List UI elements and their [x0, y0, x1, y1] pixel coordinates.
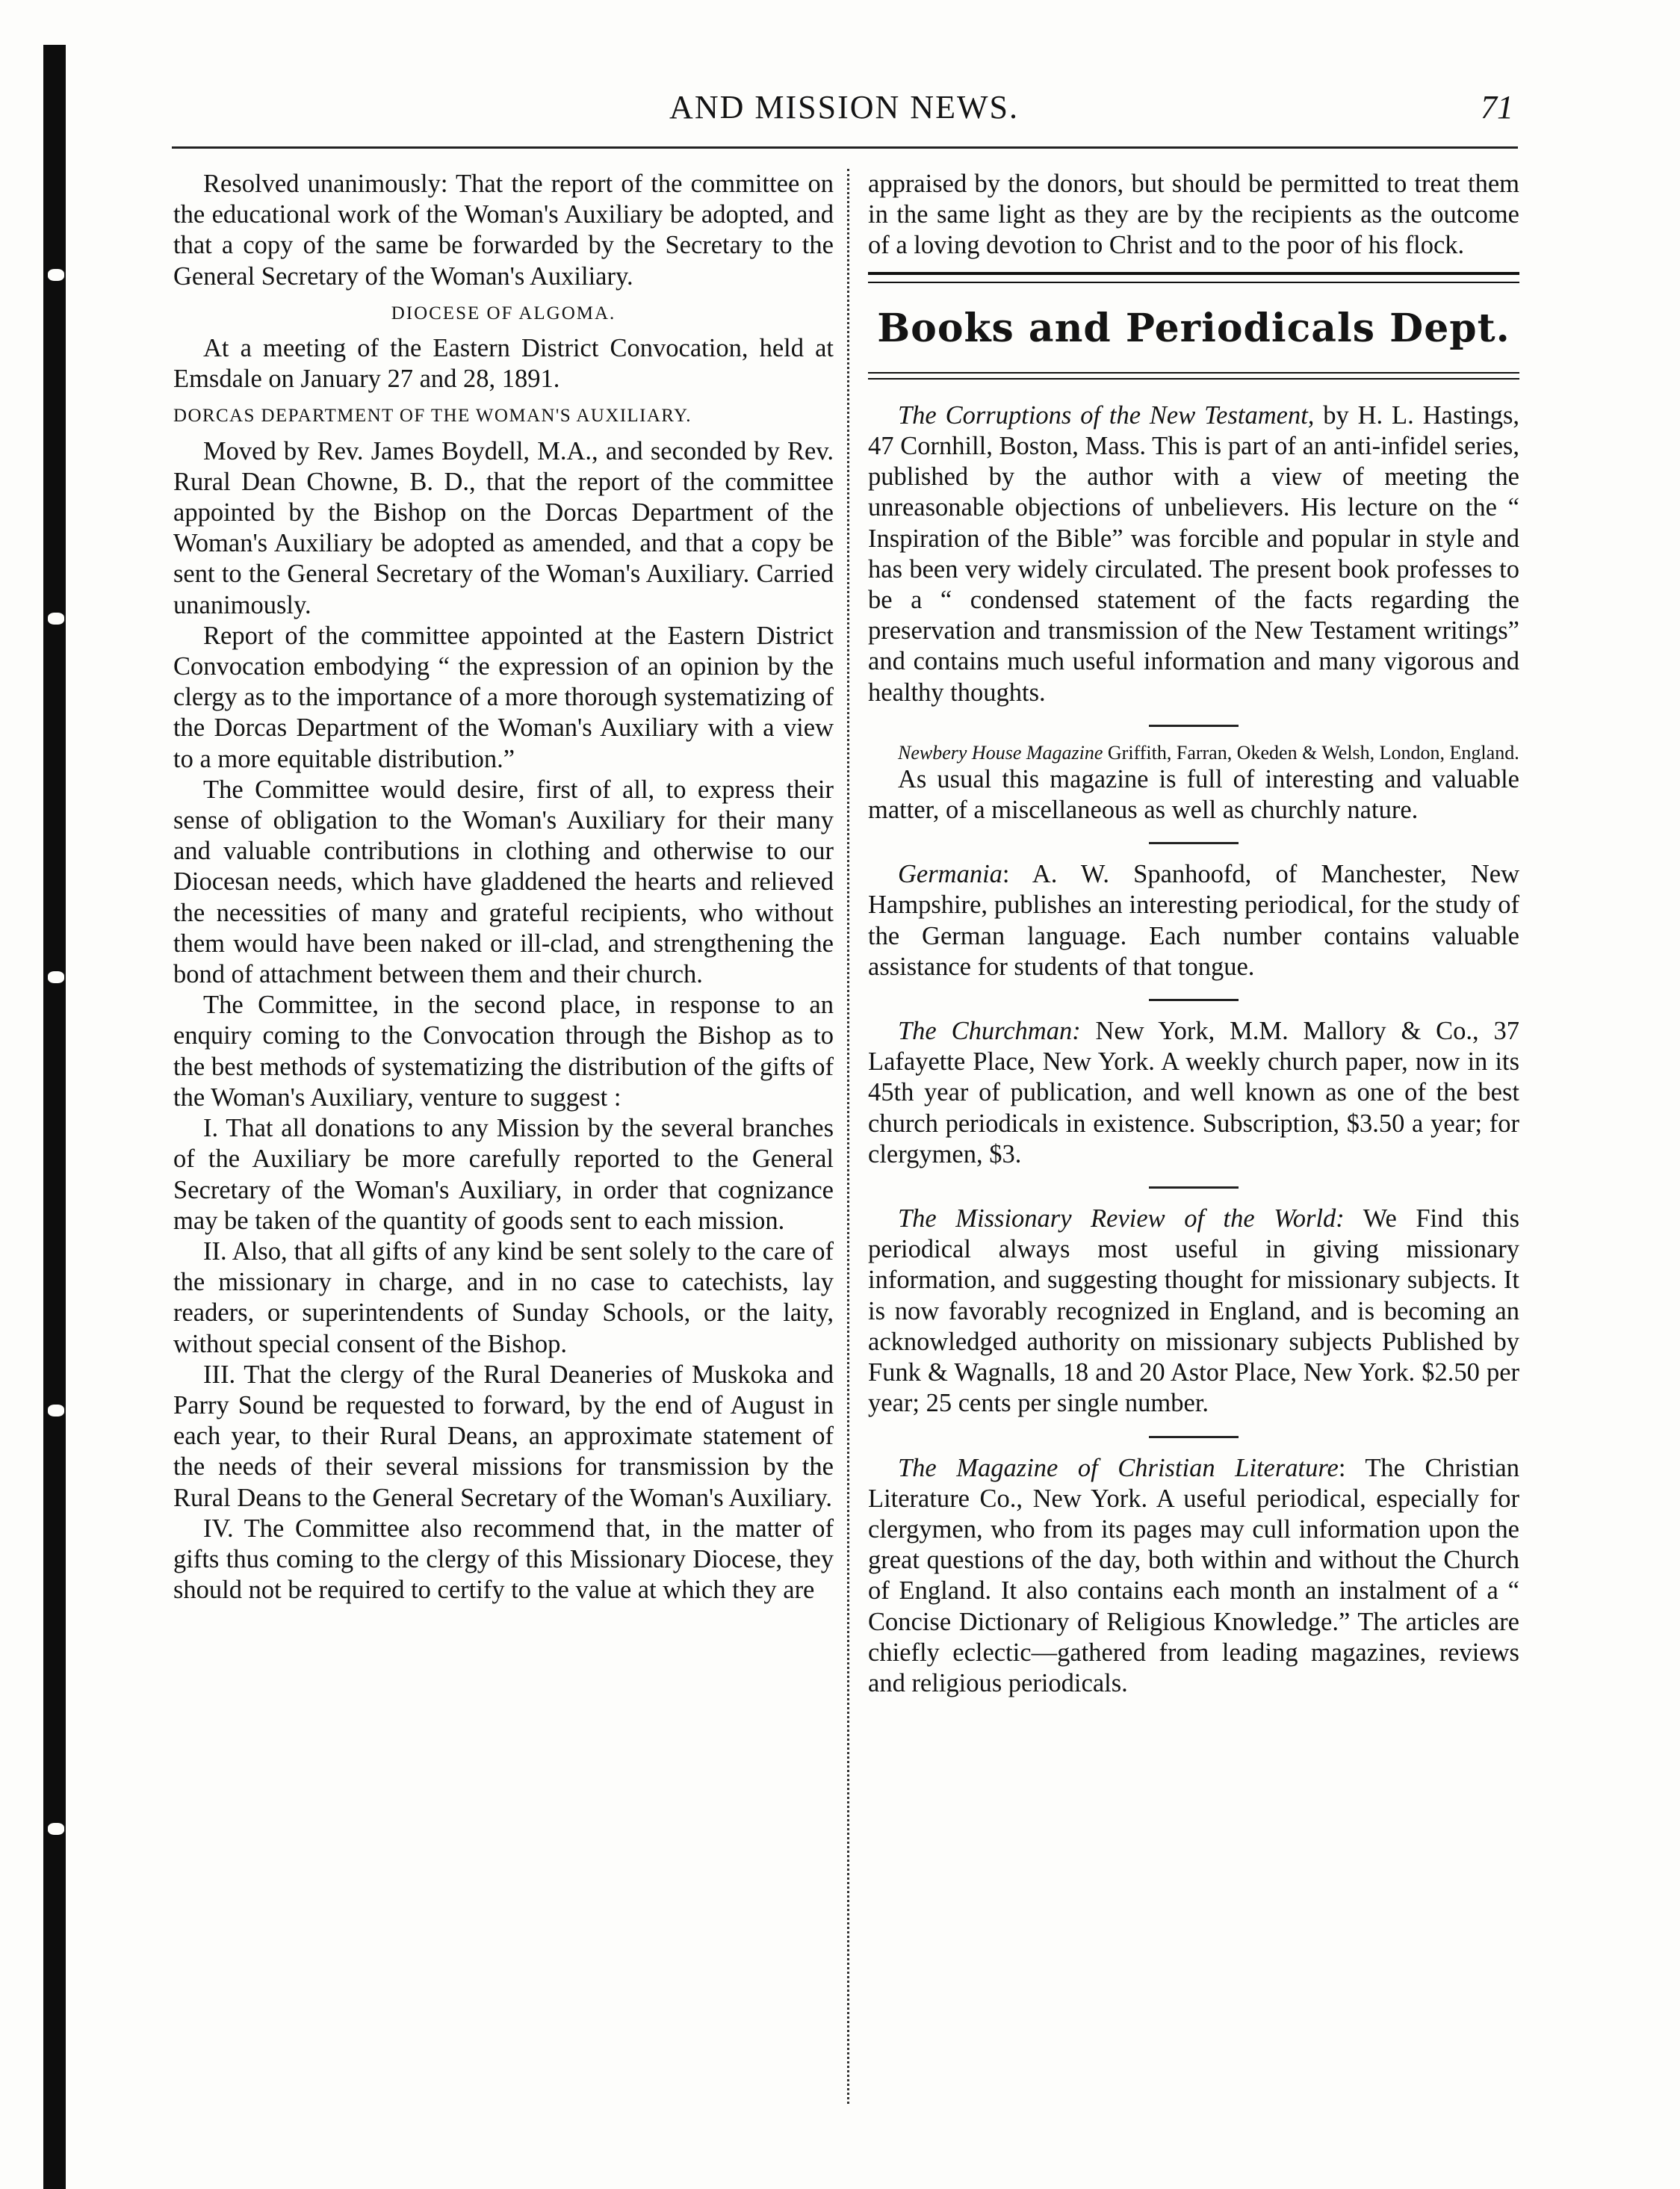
review-entry	[868, 1204, 1519, 1419]
review-text: by H. L. Hastings, 47 Cornhill, Boston, Mass. This is part of an anti-infidel series, published by the author with a view of meeting the unreasonable objections of unbelievers. His lecture on the “ Inspiration of the Bible” was forcible and popular in style and has been very widely circulated. The present book professes to be a “ condensed statement of the facts regarding the preservation and transmission of the New Testament writings” and contains much useful information and many vigorous and healthy thoughts.	[868, 400, 1519, 707]
review-title: The Corruptions of the New Testament,	[898, 400, 1315, 430]
entry-separator	[1149, 999, 1239, 1001]
entry-separator	[1149, 842, 1239, 844]
entry-separator	[1149, 725, 1239, 727]
paragraph: I. That all donations to any Mission by the several branches of the Auxiliary be more carefully reported to the General Secretary of the Woman's Auxiliary, in order that cognizance may be taken of the quantity of goods sent to each mission.	[173, 1114, 834, 1235]
review-title: The Missionary Review of the World:	[898, 1204, 1345, 1233]
review-title: The Churchman:	[898, 1017, 1081, 1046]
review-text: : The Christian Literature Co., New York. A useful periodical, especially for clergymen, who from its pages may cull information upon the great questions of the day, both within and without the Church of England. It also contains each month an instalment of a “ Concise Dictionary of Religious Knowledge.” The articles are chiefly eclectic—gathered from leading magazines, reviews and religious periodicals.	[868, 1453, 1519, 1697]
header-rule	[172, 146, 1518, 149]
paragraph: II. Also, that all gifts of any kind be sent solely to the care of the missionary in charge, and in no case to catechists, lay readers, or superintendents of Sunday Schools, or the laity, without special consent of the Bishop.	[173, 1236, 834, 1358]
running-title: AND MISSION NEWS.	[669, 89, 1019, 126]
review-title: Germania	[898, 860, 1002, 889]
section-rule	[868, 372, 1519, 380]
review-entry	[868, 400, 1519, 708]
review-entry	[868, 1016, 1519, 1170]
entry-separator	[1149, 1186, 1239, 1189]
paragraph: The Committee, in the second place, in response to an enquiry coming to the Convocation through the Bishop as to the best methods of systematizing the distribution of the gifts of the Woman's Auxiliary, venture to suggest :	[173, 991, 834, 1112]
column-divider	[847, 169, 852, 2104]
section-heading-dorcas: DORCAS DEPARTMENT OF THE WOMAN'S AUXILIARY.	[173, 406, 692, 427]
section-rule	[868, 272, 1519, 283]
review-entry	[868, 859, 1519, 982]
paragraph: appraised by the donors, but should be permitted to treat them in the same light as they are by the recipients as the outcome of a loving devotion to Christ and to the poor of his flock.	[868, 170, 1519, 260]
paragraph: Resolved unanimously: That the report of the committee on the educational work of the Woman's Auxiliary be adopted, and that a copy of the same be forwarded by the Secretary to the General Secretary of the Woman's Auxiliary.	[173, 170, 834, 291]
review-text: New York, M.M. Mallory & Co., 37 Lafayette Place, New York. A weekly church paper, now in its 45th year of publication, and well known as one of the best church periodicals in existence. Subscription, $3.50 a year; for clergymen, $3.	[868, 1017, 1519, 1168]
review-entry	[868, 1453, 1519, 1700]
review-text: We Find this periodical always most useful in giving missionary information, and suggesting thought for missionary subjects. It is now favorably recognized in England, and is becoming an acknowledged authority on missionary subjects Published by Funk & Wagnalls, 18 and 20 Astor Place, New York. $2.50 per year; 25 cents per single number.	[868, 1204, 1520, 1418]
paragraph: Moved by Rev. James Boydell, M.A., and seconded by Rev. Rural Dean Chowne, B. D., that the report of the committee appointed by the Bishop on the Dorcas Department of the Woman's Auxiliary be adopted as amended, and that a copy be sent to the General Secretary of the Woman's Auxiliary. Carried unanimously.	[173, 436, 834, 619]
review-title: Newbery House Magazine	[898, 741, 1103, 764]
paragraph: IV. The Committee also recommend that, in the matter of gifts thus coming to the clergy of this Missionary Diocese, they should not be required to certify to the value at which they are	[173, 1514, 834, 1605]
section-heading-diocese: DIOCESE OF ALGOMA.	[391, 303, 616, 323]
review-citation	[868, 742, 1519, 764]
review-text: As usual this magazine is full of interesting and valuable matter, of a miscellaneous as well as churchly nature.	[868, 764, 1519, 825]
paragraph: Report of the committee appointed at the Eastern District Convocation embodying “ the expression of an opinion by the clergy as to the importance of a more thorough systematizing of the Dorcas Department of the Woman's Auxiliary with a view to a more equitable distribution.”	[173, 621, 834, 773]
right-column	[868, 169, 1519, 1699]
page-header	[172, 88, 1516, 148]
department-heading: Books and Periodicals Dept.	[877, 305, 1510, 351]
review-publisher: Griffith, Farran, Okeden & Welsh, London, England.	[1103, 741, 1519, 764]
paragraph: The Committee would desire, first of all, to express their sense of obligation to the Woman's Auxiliary for their many and valuable contributions in clothing and otherwise to our Diocesan needs, which have gladdened the hearts and relieved the necessities of many and grateful recipients, who without them would have been naked or ill-clad, and strengthening the bond of attachment between them and their church.	[173, 775, 834, 989]
entry-separator	[1149, 1436, 1239, 1438]
left-column	[173, 169, 834, 1606]
paragraph: At a meeting of the Eastern District Convocation, held at Emsdale on January 27 and 28, 1891.	[173, 334, 834, 394]
review-title: The Magazine of Christian Literature	[898, 1453, 1339, 1482]
paragraph: III. That the clergy of the Rural Deaneries of Muskoka and Parry Sound be requested to forward, by the end of August in each year, to their Rural Deans, an approximate statement of the needs of their several missions for transmission by the Rural Deans to the General Secretary of the Woman's Auxiliary.	[173, 1360, 834, 1512]
page-number: 71	[1481, 89, 1513, 126]
review-text: : A. W. Spanhoofd, of Manchester, New Hampshire, publishes an interesting periodical, for the study of the German language. Each number contains valuable assistance for students of that tongue.	[868, 860, 1519, 981]
scan-binding-edge	[43, 45, 66, 2189]
